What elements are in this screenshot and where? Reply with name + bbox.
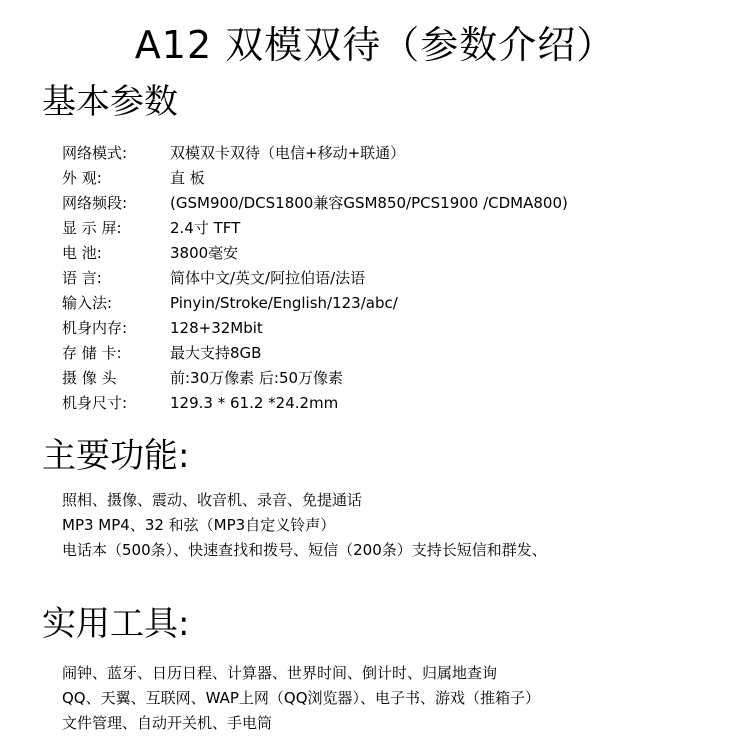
param-value: 简体中文/英文/阿拉伯语/法语 xyxy=(170,269,366,287)
params-heading: 基本参数 xyxy=(42,82,178,122)
tools-list xyxy=(62,660,540,735)
tool-line: QQ、天翼、互联网、WAP上网（QQ浏览器）、电子书、游戏（推箱子） xyxy=(62,689,541,707)
param-label: 存 储 卡: xyxy=(62,344,122,362)
param-value: Pinyin/Stroke/English/123/abc/ xyxy=(170,293,398,312)
param-row-display xyxy=(62,215,568,240)
param-value: (GSM900/DCS1800兼容GSM850/PCS1900 /CDMA800) xyxy=(170,194,568,212)
param-label: 输入法: xyxy=(62,294,113,312)
param-row-language xyxy=(62,265,568,290)
param-row-input-method xyxy=(62,290,568,315)
param-value: 129.3 * 61.2 *24.2mm xyxy=(170,393,339,412)
param-label: 外 观: xyxy=(62,169,102,187)
function-line: 照相、摄像、震动、收音机、录音、免提通话 xyxy=(62,491,363,509)
param-row-battery xyxy=(62,240,568,265)
param-value: 最大支持8GB xyxy=(170,344,262,362)
param-label: 语 言: xyxy=(62,269,102,287)
tool-line: 闹钟、蓝牙、日历日程、计算器、世界时间、倒计时、归属地查询 xyxy=(62,664,498,682)
param-value: 2.4寸 TFT xyxy=(170,219,241,237)
functions-heading: 主要功能: xyxy=(42,436,190,476)
functions-list xyxy=(62,487,547,562)
param-row-network-mode xyxy=(62,140,568,165)
params-list xyxy=(62,140,568,415)
param-row-camera xyxy=(62,365,568,390)
param-value: 128+32Mbit xyxy=(170,318,263,337)
param-label: 摄 像 头 xyxy=(62,369,117,387)
param-label: 网络模式: xyxy=(62,144,128,162)
param-row-frequency xyxy=(62,190,568,215)
function-line: 电话本（500条）、快速查找和拨号、短信（200条）支持长短信和群发、 xyxy=(62,541,547,559)
param-label: 显 示 屏: xyxy=(62,219,122,237)
param-value: 3800毫安 xyxy=(170,244,239,262)
param-label: 网络频段: xyxy=(62,194,128,212)
param-value: 双模双卡双待（电信+移动+联通） xyxy=(170,144,406,162)
param-label: 机身尺寸: xyxy=(62,394,128,412)
function-line: MP3 MP4、32 和弦（MP3自定义铃声） xyxy=(62,516,336,534)
param-value: 直 板 xyxy=(170,169,205,187)
tools-heading: 实用工具: xyxy=(42,604,190,644)
param-row-dimensions xyxy=(62,390,568,415)
param-label: 电 池: xyxy=(62,244,102,262)
tool-line: 文件管理、自动开关机、手电筒 xyxy=(62,714,273,732)
page-title: A12 双模双待（参数介绍） xyxy=(134,23,616,67)
param-row-memory xyxy=(62,315,568,340)
param-label: 机身内存: xyxy=(62,319,128,337)
param-row-appearance xyxy=(62,165,568,190)
param-row-storage-card xyxy=(62,340,568,365)
param-value: 前:30万像素 后:50万像素 xyxy=(170,369,344,387)
